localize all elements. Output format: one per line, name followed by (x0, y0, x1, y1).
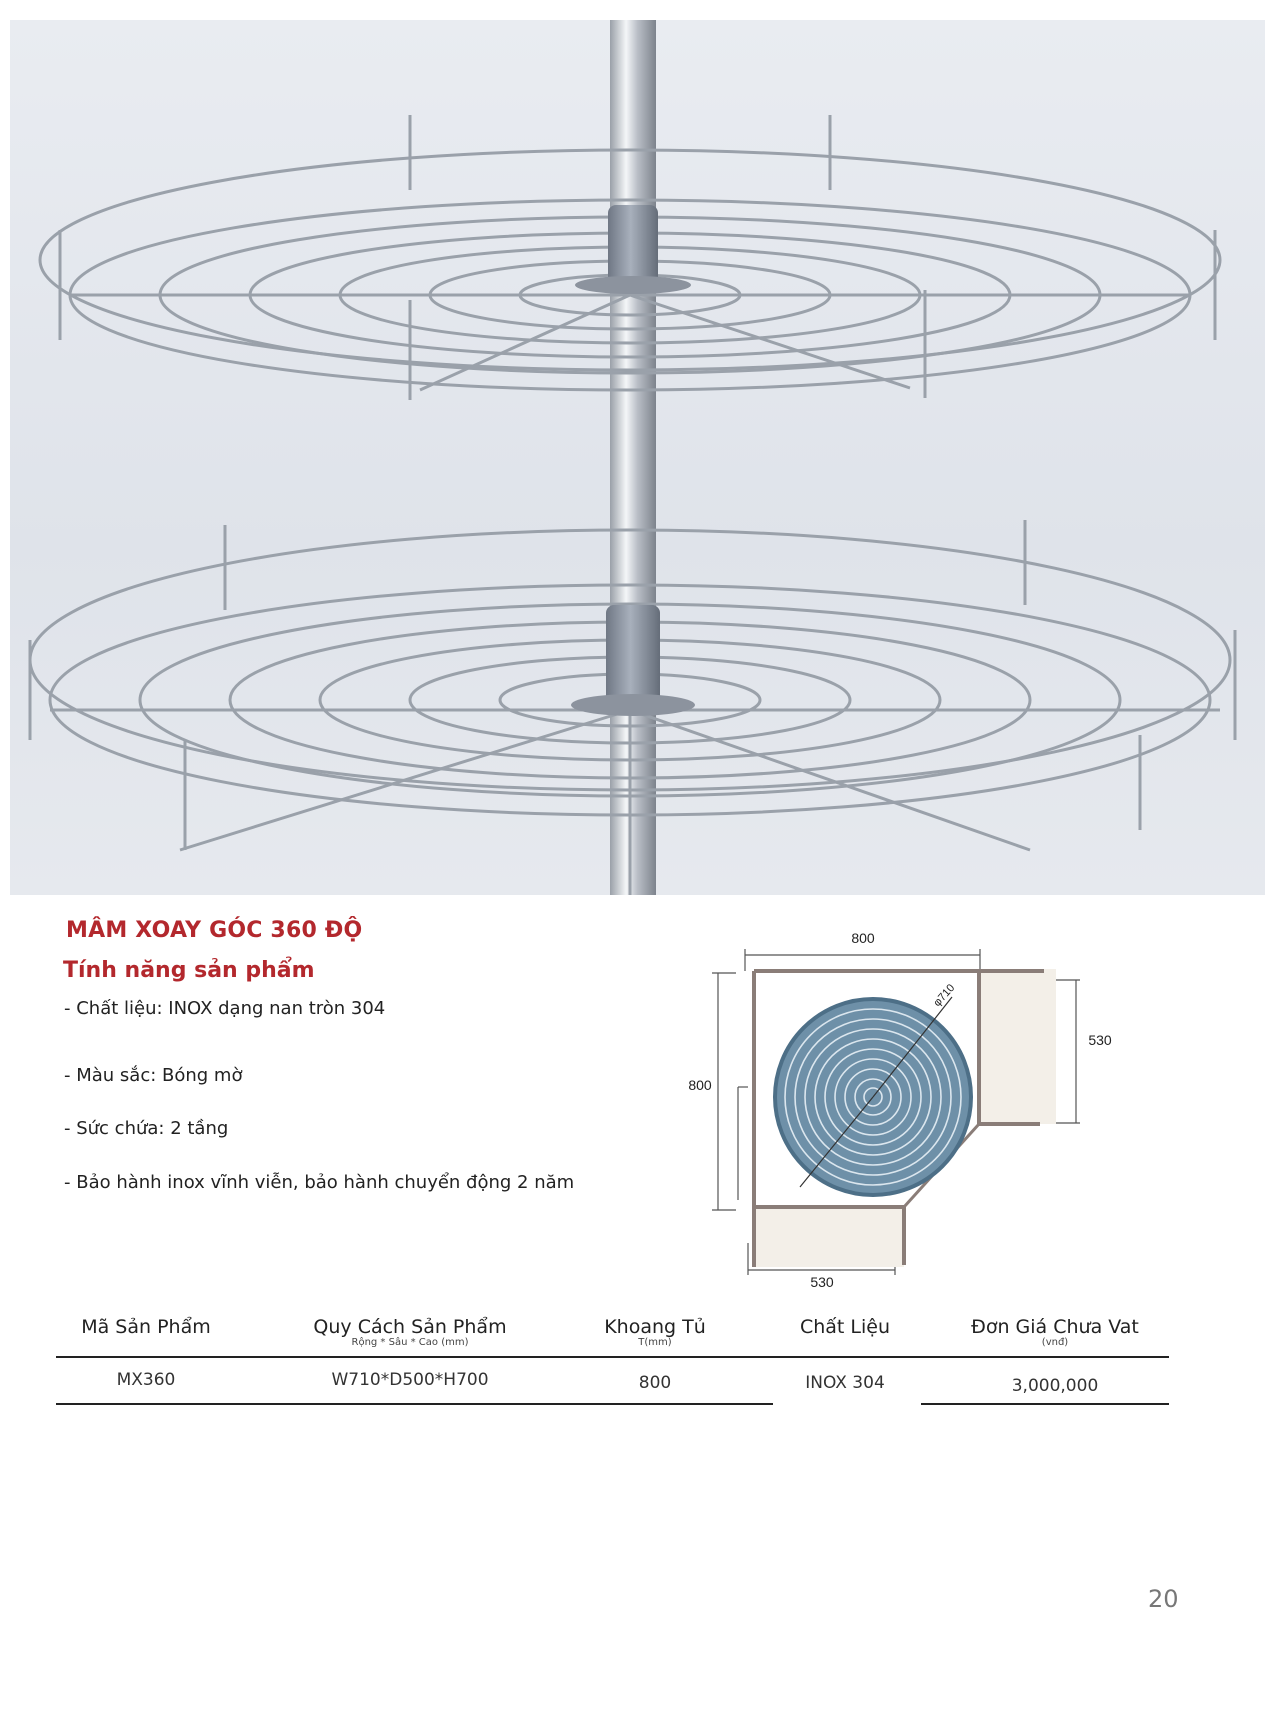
dim-diameter: φ710 (931, 982, 958, 1010)
feature-capacity: - Sức chứa: 2 tầng (64, 1118, 229, 1139)
dim-bottom-depth: 530 (810, 1274, 834, 1290)
cell-material: INOX 304 (805, 1373, 885, 1393)
lazy-susan-illustration (10, 20, 1265, 895)
cell-cabinet-size: 800 (638, 1373, 672, 1393)
table-row-rule-left (56, 1403, 773, 1405)
table-row-rule-right (921, 1403, 1169, 1405)
header-specification: Quy Cách Sản Phẩm Rộng * Sâu * Cao (mm) (313, 1316, 507, 1348)
feature-warranty: - Bảo hành inox vĩnh viễn, bảo hành chuyển động 2 năm (64, 1172, 575, 1193)
product-photo (10, 20, 1265, 895)
header-product-code: Mã Sản Phẩm (81, 1316, 211, 1338)
header-cabinet-size: Khoang Tủ T(mm) (604, 1316, 706, 1348)
dim-right-depth: 530 (1088, 1032, 1112, 1048)
dimension-diagram (680, 925, 1120, 1295)
features-heading: Tính năng sản phẩm (63, 958, 315, 983)
product-title: MÂM XOAY GÓC 360 ĐỘ (66, 918, 363, 943)
cell-specification: W710*D500*H700 (331, 1370, 489, 1390)
feature-color: - Màu sắc: Bóng mờ (64, 1065, 243, 1086)
cell-product-code: MX360 (116, 1370, 176, 1390)
header-price: Đơn Giá Chưa Vat (vnđ) (971, 1316, 1139, 1348)
page-number: 20 (1148, 1585, 1179, 1613)
feature-material: - Chất liệu: INOX dạng nan tròn 304 (64, 998, 386, 1019)
table-header-rule (56, 1356, 1169, 1358)
dim-top-width: 800 (851, 930, 875, 946)
header-material: Chất Liệu (799, 1316, 891, 1338)
cell-price: 3,000,000 (1011, 1376, 1099, 1396)
dim-left-height: 800 (688, 1077, 712, 1093)
